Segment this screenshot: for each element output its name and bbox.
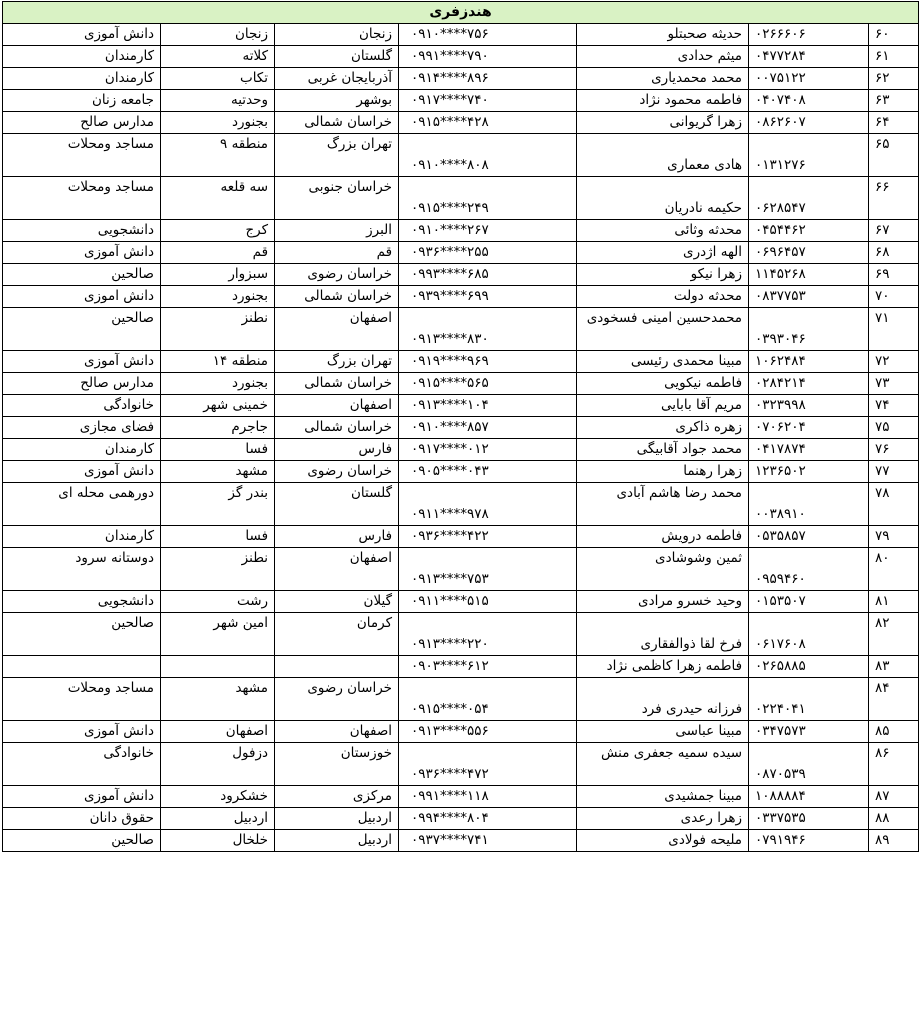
cell-province: تهران بزرگ (275, 134, 399, 177)
cell-code: ۰۳۹۳۰۴۶ (749, 308, 869, 351)
cell-province: کرمان (275, 613, 399, 656)
cell-name: میثم حدادی (577, 46, 749, 68)
cell-category: دانش اموزی (3, 286, 161, 308)
table-row (3, 68, 919, 90)
cell-province: قم (275, 242, 399, 264)
table-row (3, 483, 919, 526)
cell-phone: ۰۹۹۱****۱۱۸ (399, 786, 577, 808)
table-row (3, 526, 919, 548)
cell-name: مریم آقا بابایی (577, 395, 749, 417)
table-row (3, 395, 919, 417)
cell-category: حقوق دانان (3, 808, 161, 830)
cell-code: ۰۹۵۹۴۶۰ (749, 548, 869, 591)
cell-num: ۷۵ (869, 417, 919, 439)
cell-category: دانشجویی (3, 591, 161, 613)
cell-code: ۱۱۴۵۲۶۸ (749, 264, 869, 286)
table-row (3, 308, 919, 351)
cell-code: ۰۳۲۳۹۹۸ (749, 395, 869, 417)
cell-province: البرز (275, 220, 399, 242)
cell-name: ملیحه فولادی (577, 830, 749, 852)
cell-phone: ۰۹۱۰****۸۰۸ (399, 134, 577, 177)
cell-category: مساجد ومحلات (3, 678, 161, 721)
cell-category (3, 656, 161, 678)
cell-category: کارمندان (3, 526, 161, 548)
cell-code: ۰۸۳۷۷۵۳ (749, 286, 869, 308)
cell-num: ۷۳ (869, 373, 919, 395)
cell-name: زهره ذاکری (577, 417, 749, 439)
cell-num: ۷۶ (869, 439, 919, 461)
cell-num: ۶۶ (869, 177, 919, 220)
cell-code: ۰۱۵۳۵۰۷ (749, 591, 869, 613)
cell-province: خراسان رضوی (275, 678, 399, 721)
cell-name: زهرا گریوانی (577, 112, 749, 134)
cell-province: اصفهان (275, 308, 399, 351)
cell-name: هادی معماری (577, 134, 749, 177)
cell-name: ثمین وشوشادی (577, 548, 749, 591)
cell-city: کرج (161, 220, 275, 242)
table-row (3, 548, 919, 591)
cell-name: مبینا محمدی رئیسی (577, 351, 749, 373)
cell-name: فاطمه درویش (577, 526, 749, 548)
cell-city: قم (161, 242, 275, 264)
cell-city: منطقه ۱۴ (161, 351, 275, 373)
cell-province: تهران بزرگ (275, 351, 399, 373)
cell-name: محمد محمدیاری (577, 68, 749, 90)
cell-phone: ۰۹۱۵****۵۶۵ (399, 373, 577, 395)
cell-num: ۶۹ (869, 264, 919, 286)
cell-category: جامعه زنان (3, 90, 161, 112)
cell-num: ۸۰ (869, 548, 919, 591)
cell-code: ۰۲۶۶۶۰۶ (749, 24, 869, 46)
cell-phone: ۰۹۳۶****۴۲۲ (399, 526, 577, 548)
cell-city: بجنورد (161, 112, 275, 134)
cell-phone: ۰۹۱۳****۸۳۰ (399, 308, 577, 351)
cell-code: ۰۴۵۴۴۶۲ (749, 220, 869, 242)
cell-category: صالحین (3, 830, 161, 852)
cell-category: دوستانه سرود (3, 548, 161, 591)
cell-code: ۱۲۳۶۵۰۲ (749, 461, 869, 483)
cell-province: زنجان (275, 24, 399, 46)
cell-category: خانوادگی (3, 743, 161, 786)
cell-num: ۶۲ (869, 68, 919, 90)
cell-province: آذربایجان غربی (275, 68, 399, 90)
cell-num: ۷۸ (869, 483, 919, 526)
cell-city: اصفهان (161, 721, 275, 743)
cell-name: وحید خسرو مرادی (577, 591, 749, 613)
cell-category: فضای مجازی (3, 417, 161, 439)
cell-phone: ۰۹۱۷****۰۱۲ (399, 439, 577, 461)
cell-phone: ۰۹۱۱****۹۷۸ (399, 483, 577, 526)
cell-phone: ۰۹۳۷****۷۴۱ (399, 830, 577, 852)
cell-name: فرخ لقا ذوالفقاری (577, 613, 749, 656)
cell-province: خراسان رضوی (275, 264, 399, 286)
cell-code: ۰۱۳۱۲۷۶ (749, 134, 869, 177)
cell-name: حکیمه نادریان (577, 177, 749, 220)
cell-category: دانش آموزی (3, 721, 161, 743)
cell-name: محمد جواد آقابیگی (577, 439, 749, 461)
cell-num: ۸۶ (869, 743, 919, 786)
cell-category: خانوادگی (3, 395, 161, 417)
cell-phone: ۰۹۳۹****۶۹۹ (399, 286, 577, 308)
cell-num: ۷۱ (869, 308, 919, 351)
cell-num: ۸۸ (869, 808, 919, 830)
cell-phone: ۰۹۱۳****۵۵۶ (399, 721, 577, 743)
cell-category: صالحین (3, 264, 161, 286)
table-row (3, 656, 919, 678)
cell-province: اصفهان (275, 721, 399, 743)
cell-city: سبزوار (161, 264, 275, 286)
cell-category: دانش آموزی (3, 242, 161, 264)
table-row (3, 286, 919, 308)
cell-category: صالحین (3, 308, 161, 351)
table-row (3, 112, 919, 134)
cell-code: ۰۶۱۷۶۰۸ (749, 613, 869, 656)
cell-num: ۷۰ (869, 286, 919, 308)
cell-name: سیده سمیه جعفری منش (577, 743, 749, 786)
cell-city: جاجرم (161, 417, 275, 439)
cell-province: گیلان (275, 591, 399, 613)
cell-city: زنجان (161, 24, 275, 46)
cell-category: کارمندان (3, 439, 161, 461)
cell-city: فسا (161, 526, 275, 548)
cell-category: کارمندان (3, 68, 161, 90)
cell-num: ۷۹ (869, 526, 919, 548)
cell-name: محدثه دولت (577, 286, 749, 308)
cell-province: خراسان شمالی (275, 417, 399, 439)
cell-code: ۱۰۸۸۸۸۴ (749, 786, 869, 808)
table-body (3, 24, 919, 852)
cell-name: زهرا رهنما (577, 461, 749, 483)
cell-province: گلستان (275, 46, 399, 68)
cell-phone: ۰۹۱۱****۵۱۵ (399, 591, 577, 613)
cell-phone: ۰۹۱۰****۸۵۷ (399, 417, 577, 439)
cell-code: ۰۴۷۷۲۸۴ (749, 46, 869, 68)
cell-phone: ۰۹۱۵****۰۵۴ (399, 678, 577, 721)
cell-city: مشهد (161, 678, 275, 721)
cell-phone: ۰۹۱۵****۲۴۹ (399, 177, 577, 220)
cell-num: ۸۴ (869, 678, 919, 721)
cell-category: مساجد ومحلات (3, 177, 161, 220)
cell-province: خراسان رضوی (275, 461, 399, 483)
table-row (3, 90, 919, 112)
cell-code: ۰۴۰۷۴۰۸ (749, 90, 869, 112)
cell-province: خوزستان (275, 743, 399, 786)
cell-province: خراسان شمالی (275, 112, 399, 134)
cell-phone: ۰۹۹۳****۶۸۵ (399, 264, 577, 286)
table-row (3, 743, 919, 786)
cell-name: محمدحسین امینی فسخودی (577, 308, 749, 351)
cell-category: کارمندان (3, 46, 161, 68)
cell-code: ۰۶۲۸۵۴۷ (749, 177, 869, 220)
cell-city: خلخال (161, 830, 275, 852)
cell-city: فسا (161, 439, 275, 461)
cell-city: امین شهر (161, 613, 275, 656)
table-row (3, 417, 919, 439)
cell-phone: ۰۹۱۴****۸۹۶ (399, 68, 577, 90)
cell-province: مرکزی (275, 786, 399, 808)
cell-num: ۸۵ (869, 721, 919, 743)
cell-num: ۶۸ (869, 242, 919, 264)
cell-province: فارس (275, 526, 399, 548)
table-title: هندزفری (3, 2, 919, 24)
cell-city: اردبیل (161, 808, 275, 830)
cell-city: کلاته (161, 46, 275, 68)
cell-province (275, 656, 399, 678)
cell-name: فاطمه زهرا کاظمی نژاد (577, 656, 749, 678)
cell-code: ۰۰۳۸۹۱۰ (749, 483, 869, 526)
cell-code: ۰۵۳۵۸۵۷ (749, 526, 869, 548)
cell-category: مساجد ومحلات (3, 134, 161, 177)
table-row (3, 461, 919, 483)
cell-num: ۸۲ (869, 613, 919, 656)
cell-num: ۶۱ (869, 46, 919, 68)
cell-num: ۸۳ (869, 656, 919, 678)
cell-category: صالحین (3, 613, 161, 656)
cell-name: فرزانه حیدری فرد (577, 678, 749, 721)
cell-code: ۰۰۷۵۱۲۲ (749, 68, 869, 90)
table-row (3, 439, 919, 461)
cell-city: نطنز (161, 308, 275, 351)
cell-num: ۸۹ (869, 830, 919, 852)
cell-province: خراسان شمالی (275, 373, 399, 395)
cell-num: ۷۷ (869, 461, 919, 483)
cell-code: ۰۷۹۱۹۴۶ (749, 830, 869, 852)
cell-name: مبینا جمشیدی (577, 786, 749, 808)
table-row (3, 24, 919, 46)
table-row (3, 678, 919, 721)
cell-city: تکاب (161, 68, 275, 90)
cell-num: ۷۲ (869, 351, 919, 373)
cell-city: منطقه ۹ (161, 134, 275, 177)
cell-code: ۰۳۴۷۵۷۳ (749, 721, 869, 743)
cell-province: خراسان شمالی (275, 286, 399, 308)
table-row (3, 830, 919, 852)
table-row (3, 220, 919, 242)
cell-code: ۰۲۸۴۲۱۴ (749, 373, 869, 395)
cell-province: گلستان (275, 483, 399, 526)
table-row (3, 721, 919, 743)
cell-num: ۷۴ (869, 395, 919, 417)
cell-city: خمینی شهر (161, 395, 275, 417)
table-row (3, 808, 919, 830)
table-row (3, 613, 919, 656)
cell-city: مشهد (161, 461, 275, 483)
cell-num: ۶۷ (869, 220, 919, 242)
cell-phone: ۰۹۱۹****۹۶۹ (399, 351, 577, 373)
table-row (3, 264, 919, 286)
winners-table (2, 1, 919, 852)
cell-phone: ۰۹۳۶****۴۷۲ (399, 743, 577, 786)
cell-city: نطنز (161, 548, 275, 591)
cell-category: دانش آموزی (3, 24, 161, 46)
table-row (3, 373, 919, 395)
cell-code: ۰۶۹۶۴۵۷ (749, 242, 869, 264)
cell-code: ۰۲۲۴۰۴۱ (749, 678, 869, 721)
cell-city: بجنورد (161, 373, 275, 395)
cell-province: اردبیل (275, 830, 399, 852)
cell-category: مدارس صالح (3, 112, 161, 134)
cell-phone: ۰۹۹۴****۸۰۴ (399, 808, 577, 830)
table-row (3, 177, 919, 220)
table-row (3, 786, 919, 808)
cell-name: محدثه وثائی (577, 220, 749, 242)
cell-city (161, 656, 275, 678)
table-title-row (3, 2, 919, 24)
cell-phone: ۰۹۱۰****۷۵۶ (399, 24, 577, 46)
cell-province: اصفهان (275, 395, 399, 417)
cell-num: ۶۴ (869, 112, 919, 134)
cell-province: خراسان جنوبی (275, 177, 399, 220)
cell-phone: ۰۹۱۳****۱۰۴ (399, 395, 577, 417)
cell-phone: ۰۹۳۶****۲۵۵ (399, 242, 577, 264)
cell-code: ۱۰۶۲۴۸۴ (749, 351, 869, 373)
cell-city: وحدتیه (161, 90, 275, 112)
table-row (3, 351, 919, 373)
cell-category: دانش آموزی (3, 786, 161, 808)
cell-num: ۸۷ (869, 786, 919, 808)
cell-province: اصفهان (275, 548, 399, 591)
cell-code: ۰۴۱۷۸۷۴ (749, 439, 869, 461)
table-row (3, 46, 919, 68)
table-row (3, 134, 919, 177)
cell-phone: ۰۹۱۷****۷۴۰ (399, 90, 577, 112)
cell-city: خشکرود (161, 786, 275, 808)
cell-city: بجنورد (161, 286, 275, 308)
cell-phone: ۰۹۰۵****۰۴۳ (399, 461, 577, 483)
cell-city: بندر گز (161, 483, 275, 526)
cell-code: ۰۷۰۶۲۰۴ (749, 417, 869, 439)
cell-name: زهرا نیکو (577, 264, 749, 286)
cell-code: ۰۸۷۰۵۳۹ (749, 743, 869, 786)
cell-name: فاطمه نیکویی (577, 373, 749, 395)
cell-name: حدیثه صحبتلو (577, 24, 749, 46)
table-row (3, 242, 919, 264)
cell-province: اردبیل (275, 808, 399, 830)
cell-code: ۰۳۳۷۵۳۵ (749, 808, 869, 830)
cell-phone: ۰۹۱۳****۷۵۳ (399, 548, 577, 591)
cell-province: بوشهر (275, 90, 399, 112)
cell-num: ۶۳ (869, 90, 919, 112)
cell-phone: ۰۹۱۵****۴۲۸ (399, 112, 577, 134)
cell-phone: ۰۹۰۳****۶۱۲ (399, 656, 577, 678)
cell-code: ۰۸۶۲۶۰۷ (749, 112, 869, 134)
cell-name: محمد رضا هاشم آبادی (577, 483, 749, 526)
cell-city: سه قلعه (161, 177, 275, 220)
cell-category: دانش آموزی (3, 461, 161, 483)
cell-category: دورهمی محله ای (3, 483, 161, 526)
cell-name: الهه اژدری (577, 242, 749, 264)
cell-city: دزفول (161, 743, 275, 786)
cell-city: رشت (161, 591, 275, 613)
cell-name: زهرا رعدی (577, 808, 749, 830)
cell-num: ۶۵ (869, 134, 919, 177)
cell-category: دانشجویی (3, 220, 161, 242)
cell-phone: ۰۹۱۳****۲۲۰ (399, 613, 577, 656)
cell-category: دانش آموزی (3, 351, 161, 373)
cell-phone: ۰۹۱۰****۲۶۷ (399, 220, 577, 242)
cell-num: ۶۰ (869, 24, 919, 46)
cell-name: مبینا عباسی (577, 721, 749, 743)
cell-province: فارس (275, 439, 399, 461)
cell-phone: ۰۹۹۱****۷۹۰ (399, 46, 577, 68)
cell-category: مدارس صالح (3, 373, 161, 395)
table-row (3, 591, 919, 613)
cell-name: فاطمه محمود نژاد (577, 90, 749, 112)
cell-code: ۰۲۶۵۸۸۵ (749, 656, 869, 678)
cell-num: ۸۱ (869, 591, 919, 613)
